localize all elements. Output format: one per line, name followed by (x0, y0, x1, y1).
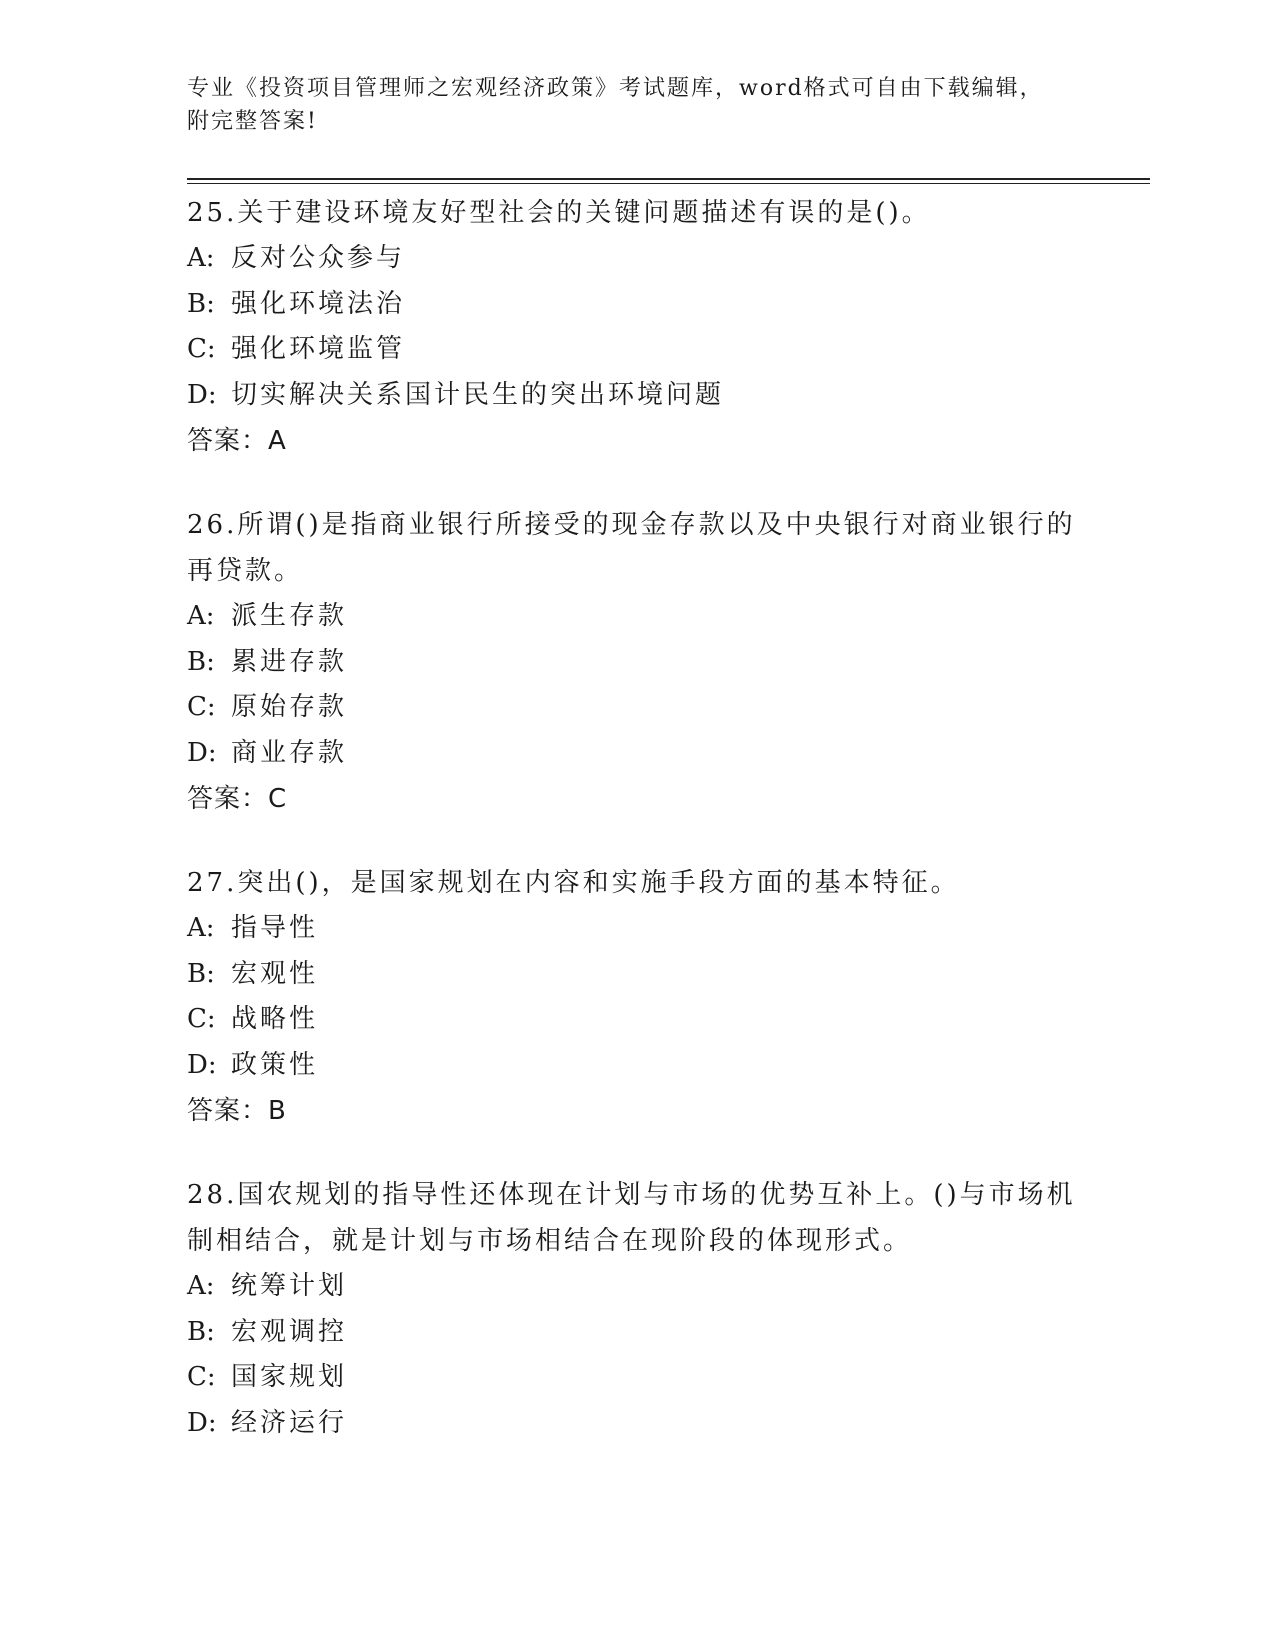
option-key: A: (187, 913, 215, 943)
option-text: 指导性 (231, 913, 319, 943)
option-key: B: (187, 646, 215, 677)
option-text: 切实解决关系国计民生的突出环境问题 (231, 379, 725, 410)
option-c (187, 685, 1087, 731)
option-text: 宏观调控 (231, 1316, 348, 1347)
document-header (187, 72, 1087, 138)
answer-line: 答案：C (187, 784, 288, 814)
option-b (187, 1310, 1087, 1356)
option-key: B: (187, 958, 215, 989)
header-divider-thin (187, 183, 1150, 184)
option-key: C: (187, 1004, 216, 1034)
option-key: C: (187, 692, 216, 722)
option-key: C: (187, 1362, 216, 1392)
header-divider-thick (187, 178, 1150, 180)
option-b (187, 282, 1087, 328)
option-key: A: (187, 1271, 215, 1301)
option-text: 强化环境监管 (231, 334, 406, 364)
option-key: C: (187, 334, 216, 364)
option-key: A: (187, 601, 215, 631)
option-c (187, 1355, 1087, 1401)
option-d (187, 731, 1087, 777)
option-text: 累进存款 (231, 646, 348, 677)
option-text: 战略性 (231, 1004, 319, 1034)
option-key: D: (187, 1049, 217, 1080)
option-b (187, 640, 1087, 686)
answer-line: 答案：B (187, 1096, 287, 1126)
option-key: D: (187, 737, 217, 768)
option-c (187, 997, 1087, 1043)
option-text: 统筹计划 (231, 1271, 348, 1301)
answer-line: 答案：A (187, 426, 287, 456)
question-26 (187, 502, 1087, 822)
option-text: 宏观性 (231, 958, 319, 989)
option-key: D: (187, 379, 217, 410)
question-list (187, 190, 1087, 1484)
option-c (187, 327, 1087, 373)
option-text: 经济运行 (231, 1407, 348, 1438)
option-key: A: (187, 243, 215, 273)
option-a (187, 594, 1087, 640)
option-key: B: (187, 288, 215, 319)
option-text: 强化环境法治 (231, 288, 406, 319)
question-27 (187, 860, 1087, 1134)
question-28 (187, 1172, 1087, 1446)
option-a (187, 906, 1087, 952)
option-text: 商业存款 (231, 737, 348, 768)
question-stem: 25.关于建设环境友好型社会的关键问题描述有误的是()。 (187, 198, 931, 228)
question-25 (187, 190, 1087, 464)
option-key: B: (187, 1316, 215, 1347)
question-stem: 28.国农规划的指导性还体现在计划与市场的优势互补上。()与市场机制相结合，就是计划与市场相结合在现阶段的体现形式。 (187, 1180, 1076, 1256)
option-text: 派生存款 (231, 601, 348, 631)
option-a (187, 236, 1087, 282)
question-stem: 26.所谓()是指商业银行所接受的现金存款以及中央银行对商业银行的再贷款。 (187, 510, 1076, 586)
option-key: D: (187, 1407, 217, 1438)
option-b (187, 952, 1087, 998)
option-a (187, 1264, 1087, 1310)
question-stem: 27.突出()，是国家规划在内容和实施手段方面的基本特征。 (187, 868, 960, 898)
option-text: 原始存款 (231, 692, 348, 722)
option-d (187, 373, 1087, 419)
option-text: 国家规划 (231, 1362, 348, 1392)
option-d (187, 1401, 1087, 1447)
option-text: 政策性 (231, 1049, 319, 1080)
option-d (187, 1043, 1087, 1089)
header-line-2: 附完整答案! (187, 109, 318, 134)
option-text: 反对公众参与 (231, 243, 406, 273)
header-line-1: 专业《投资项目管理师之宏观经济政策》考试题库，word格式可自由下载编辑， (187, 76, 1044, 101)
